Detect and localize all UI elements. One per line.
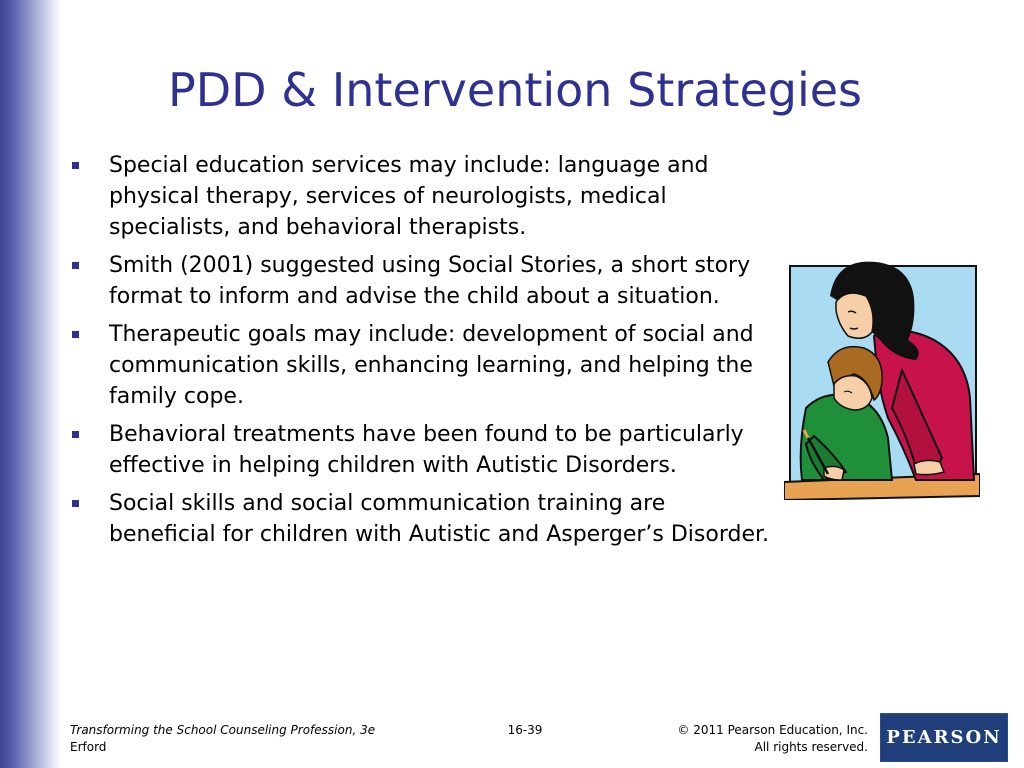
footer-copyright: [640, 722, 868, 756]
square-bullet-icon: [72, 331, 79, 338]
footer-author: Erford: [70, 740, 107, 754]
bullet-item: [72, 319, 772, 412]
bullet-text: Social skills and social communication training are beneficial for children with Autistic and Asperger’s Disorder.: [109, 491, 770, 547]
bullet-text: Special education services may include: language and physical therapy, services of neurologists, medical specialists, and behavioral therapists.: [109, 153, 709, 240]
footer-book-title: Transforming the School Counseling Profession, 3e: [70, 723, 376, 737]
decorative-gradient-band: [0, 0, 62, 768]
bullet-list: [72, 150, 772, 557]
square-bullet-icon: [72, 162, 79, 169]
footer-copyright-line: © 2011 Pearson Education, Inc.: [677, 723, 868, 737]
pearson-logo: [880, 713, 1008, 762]
square-bullet-icon: [72, 500, 79, 507]
bullet-item: [72, 488, 772, 550]
footer-page-number: 16-39: [507, 723, 543, 737]
bullet-item: [72, 150, 772, 243]
pearson-logo-text: PEARSON: [886, 727, 1002, 748]
footer-rights-line: All rights reserved.: [754, 740, 868, 754]
bullet-text: Therapeutic goals may include: development of social and communication skills, enhancing learning, and helping the family cope.: [109, 322, 754, 409]
square-bullet-icon: [72, 431, 79, 438]
teacher-helping-student-clipart: [784, 258, 980, 500]
square-bullet-icon: [72, 262, 79, 269]
bullet-text: Smith (2001) suggested using Social Stories, a short story format to inform and advise the child about a situation.: [109, 253, 751, 309]
footer-book-info: [70, 722, 375, 756]
bullet-text: Behavioral treatments have been found to be particularly effective in helping children with Autistic Disorders.: [109, 422, 744, 478]
bullet-item: [72, 419, 772, 481]
slide-title: PDD & Intervention Strategies: [168, 63, 862, 117]
bullet-item: [72, 250, 772, 312]
